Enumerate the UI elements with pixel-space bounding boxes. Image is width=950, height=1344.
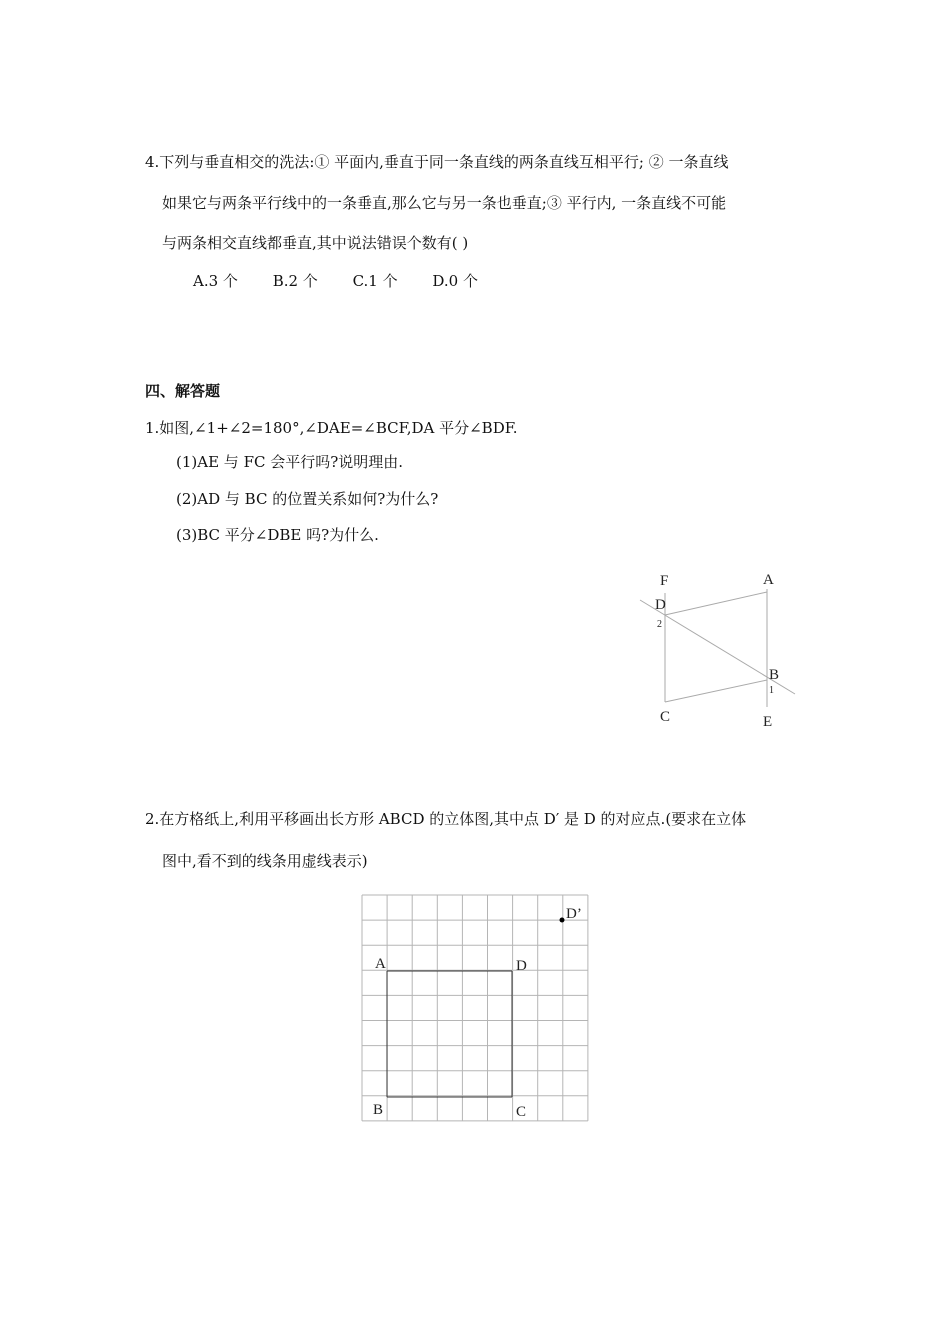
label-angle-1: 1 xyxy=(769,685,774,696)
q4-options xyxy=(193,271,508,291)
line-cb xyxy=(665,680,767,702)
label-b: B xyxy=(769,667,780,683)
line-db-extended xyxy=(640,600,795,694)
point-d-prime xyxy=(560,918,565,923)
grid-label-d-prime: D’ xyxy=(566,906,582,922)
label-angle-2: 2 xyxy=(657,619,662,630)
line-da xyxy=(665,592,767,615)
p2-line-1: 2.在方格纸上,利用平移画出长方形 ABCD 的立体图,其中点 D′ 是 D 的对应点.(要求在立体 xyxy=(145,810,747,828)
p1-subquestion-2: (2)AD 与 BC 的位置关系如何?为什么? xyxy=(176,490,439,508)
q4-line-2: 如果它与两条平行线中的一条垂直,那么它与另一条也垂直;③ 平行内, 一条直线不可能 xyxy=(162,194,727,212)
label-d: D xyxy=(655,597,666,613)
label-c: C xyxy=(660,709,671,725)
section-title: 四、解答题 xyxy=(145,382,221,400)
p1-subquestion-1: (1)AE 与 FC 会平行吗?说明理由. xyxy=(176,453,404,471)
grid-paper xyxy=(362,895,588,1121)
label-f: F xyxy=(660,573,669,589)
p1-stem: 1.如图,∠1+∠2=180°,∠DAE=∠BCF,DA 平分∠BDF. xyxy=(145,419,518,437)
p1-subquestion-3: (3)BC 平分∠DBE 吗?为什么. xyxy=(176,526,379,544)
grid-label-b: B xyxy=(373,1102,384,1118)
q4-line-3: 与两条相交直线都垂直,其中说法错误个数有( ) xyxy=(162,234,469,252)
option-d: D.0 个 xyxy=(432,272,478,290)
q4-line-1: 4.下列与垂直相交的洗法:① 平面内,垂直于同一条直线的两条直线互相平行; ② 一条直线 xyxy=(145,153,729,171)
p2-line-2: 图中,看不到的线条用虚线表示) xyxy=(162,852,368,870)
label-a: A xyxy=(763,572,774,588)
grid-label-c: C xyxy=(516,1104,527,1120)
grid-label-d: D xyxy=(516,958,527,974)
option-a: A.3 个 xyxy=(193,272,238,290)
label-e: E xyxy=(763,714,773,730)
option-b: B.2 个 xyxy=(272,272,318,290)
option-c: C.1 个 xyxy=(352,272,398,290)
grid-label-a: A xyxy=(375,956,386,972)
